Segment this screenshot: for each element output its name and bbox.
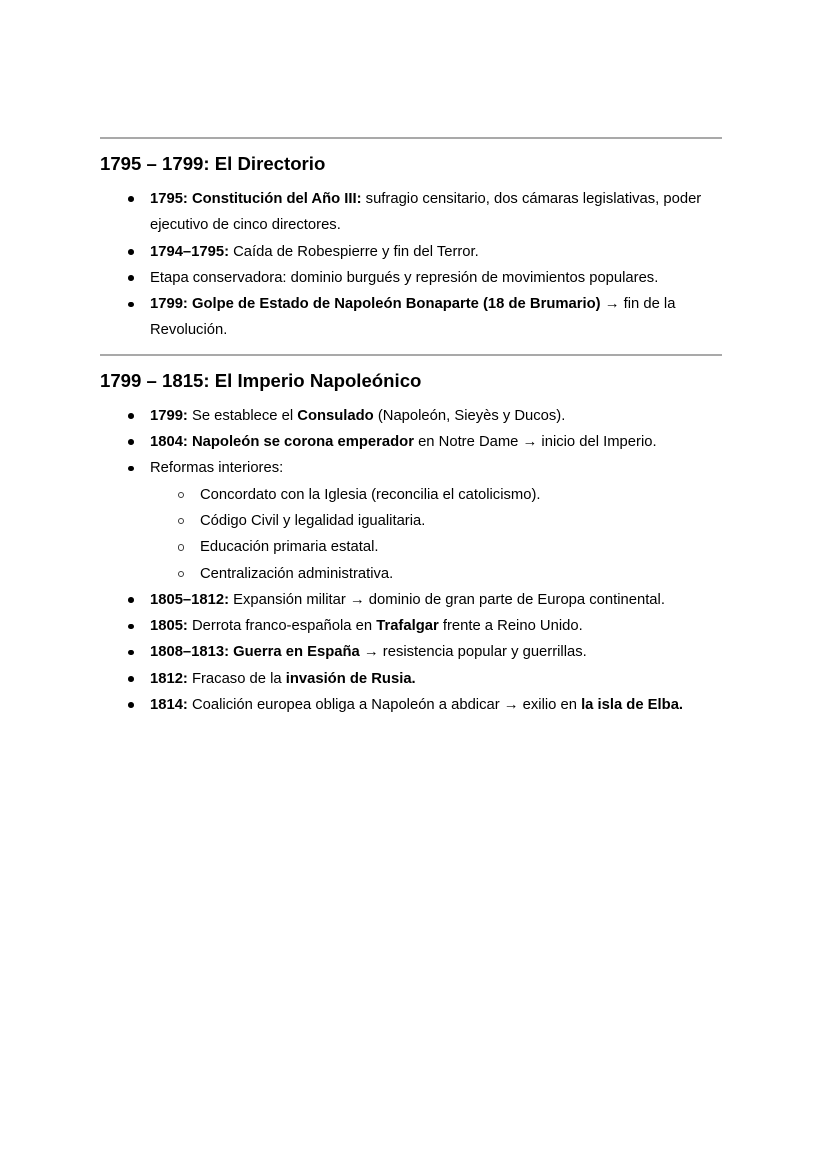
list-item — [150, 613, 722, 639]
list-item — [150, 429, 722, 455]
bullet-icon — [128, 196, 134, 202]
bullet-icon — [128, 275, 134, 281]
bullet-icon — [128, 413, 134, 419]
text-segment: Se establece el — [187, 407, 298, 424]
text-segment: → resistencia popular y guerrillas. — [359, 644, 587, 661]
bullet-icon — [128, 650, 134, 656]
section-heading-directorio: 1795 – 1799: El Directorio — [100, 153, 326, 174]
list-item — [150, 666, 722, 692]
circle-bullet-icon — [178, 571, 184, 577]
text-segment: Derrota franco-española en — [187, 618, 377, 635]
text-segment: Fracaso de la — [187, 670, 286, 687]
list-item — [150, 186, 722, 239]
text-segment: frente a Reino Unido. — [438, 618, 583, 635]
text-segment: 1814: — [150, 697, 188, 714]
section-heading-imperio: 1799 – 1815: El Imperio Napoleónico — [100, 369, 422, 391]
sub-list-item — [200, 561, 722, 587]
text-segment: Código Civil y legalidad igualitaria. — [200, 512, 426, 529]
bullet-list-directorio — [100, 186, 722, 344]
list-item — [150, 455, 722, 586]
sub-list-item — [200, 534, 722, 560]
bullet-list-imperio — [100, 403, 722, 719]
text-segment: 1804: Napoleón se corona emperador — [150, 434, 414, 451]
text-segment: sufragio censitario, dos cámaras legislativas, poder ejecutivo de cinco directores. — [150, 191, 702, 234]
text-segment: 1795: Constitución del Año III: — [150, 191, 362, 207]
text-segment: Consulado — [297, 407, 374, 424]
text-segment: invasión de Rusia. — [285, 670, 416, 687]
list-item — [150, 639, 722, 665]
list-item — [150, 239, 722, 265]
text-segment: 1799: Golpe de Estado de Napoleón Bonaparte (18 de Brumario) — [150, 296, 601, 313]
text-segment: 1794–1795: — [150, 243, 229, 260]
text-segment: Educación primaria estatal. — [200, 539, 379, 556]
text-segment: Etapa conservadora: dominio burgués y represión de movimientos populares. — [150, 269, 659, 286]
list-item — [150, 265, 722, 291]
bullet-icon — [128, 597, 134, 603]
list-item — [150, 291, 722, 344]
section-divider — [100, 354, 722, 356]
text-segment: Coalición europea obliga a Napoleón a abdicar → exilio en — [187, 697, 582, 714]
circle-bullet-icon — [178, 492, 184, 498]
sub-bullet-list-reformas — [150, 482, 722, 587]
bullet-icon — [128, 302, 134, 308]
document-content — [100, 137, 722, 718]
circle-bullet-icon — [178, 518, 184, 524]
text-segment: 1812: — [150, 670, 188, 687]
text-segment: Concordato con la Iglesia (reconcilia el catolicismo). — [200, 486, 541, 503]
text-segment: Reformas interiores: — [150, 460, 284, 477]
text-segment: la isla de Elba. — [581, 697, 684, 714]
bullet-icon — [128, 466, 134, 472]
text-segment: Centralización administrativa. — [200, 565, 394, 582]
section-imperio-napoleonico — [100, 354, 722, 719]
sub-list-item — [200, 508, 722, 534]
list-item — [150, 692, 722, 718]
text-segment: 1808–1813: Guerra en España — [150, 644, 360, 661]
sub-list-item — [200, 482, 722, 508]
text-segment: 1799: — [150, 407, 188, 424]
list-item — [150, 403, 722, 429]
text-segment: 1805–1812: — [150, 591, 229, 608]
text-segment: Expansión militar → dominio de gran parte de Europa continental. — [229, 591, 665, 608]
bullet-icon — [128, 702, 134, 708]
text-segment: 1805: — [150, 618, 188, 635]
text-segment: en Notre Dame → inicio del Imperio. — [413, 434, 657, 451]
circle-bullet-icon — [178, 544, 184, 550]
bullet-icon — [128, 624, 134, 630]
section-directorio — [100, 137, 722, 344]
text-segment: Trafalgar — [376, 618, 439, 635]
section-divider — [100, 137, 722, 139]
text-segment: Caída de Robespierre y fin del Terror. — [229, 243, 479, 260]
list-item — [150, 587, 722, 613]
bullet-icon — [128, 439, 134, 445]
text-segment: (Napoleón, Sieyès y Ducos). — [373, 407, 566, 424]
bullet-icon — [128, 249, 134, 255]
bullet-icon — [128, 676, 134, 682]
text-segment: → fin de la Revolución. — [150, 296, 676, 339]
